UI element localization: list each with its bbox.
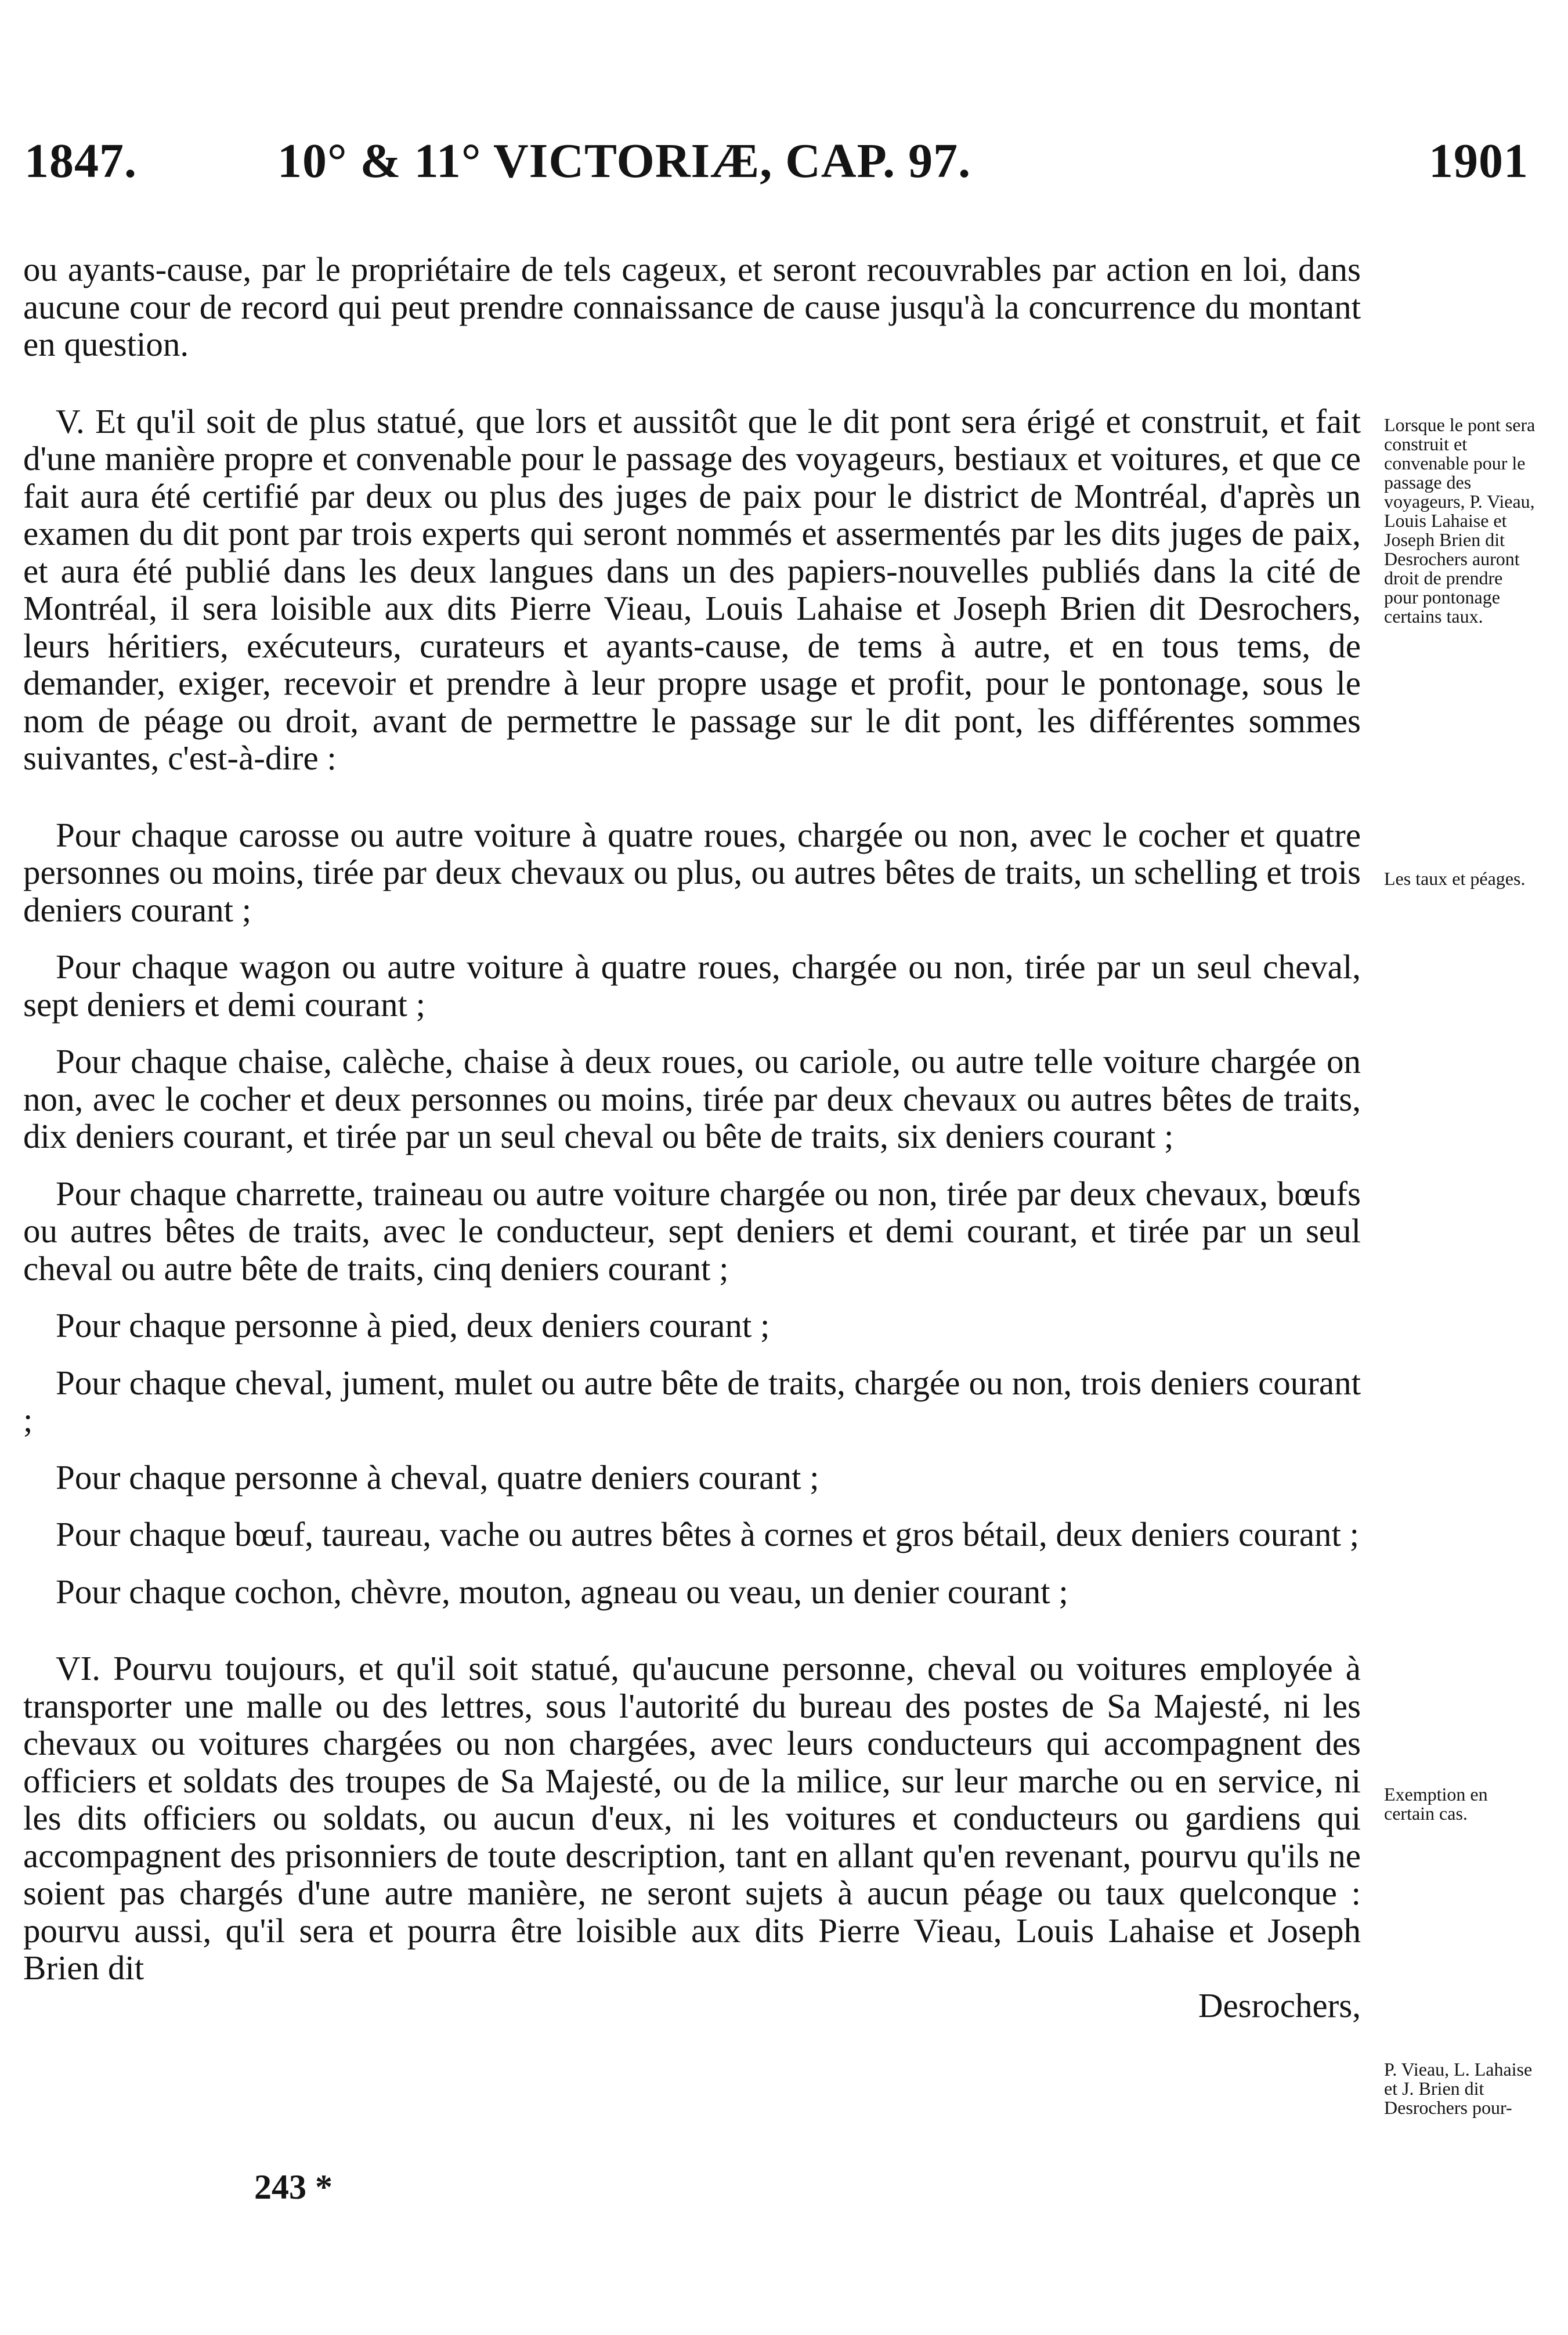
margin-note-tolls: Les taux et péages. [1384,868,1526,889]
toll-item: Pour chaque personne à pied, deux deniers courant ; [56,1306,770,1344]
section-6 [23,1650,1361,1987]
toll-item: Pour chaque cochon, chèvre, mouton, agneau ou veau, un denier courant ; [56,1572,1068,1611]
continuation-paragraph: ou ayants-cause, par le propriétaire de tels cageux, et seront recouvrables par action en loi, dans aucune cour de record qui peut prendre connaissance de cause jusqu'à la concurrence du montant en question. [23,250,1361,363]
header-title: 10° & 11° VICTORIÆ, CAP. 97. [277,134,971,188]
toll-item: Pour chaque wagon ou autre voiture à quatre roues, chargée ou non, tirée par un seul cheval, sept deniers et demi courant ; [23,948,1361,1024]
section-5 [23,403,1361,777]
margin-note-exemption: Exemption en certain cas. [1384,1784,1488,1824]
section-6-label: VI. [56,1649,101,1687]
page-number: 1901 [1429,134,1529,188]
signature-mark: 243 * [254,2168,333,2206]
section-6-last-line: Desrochers, [1198,1986,1361,2025]
toll-item: Pour chaque carosse ou autre voiture à quatre roues, chargée ou non, avec le cocher et quatre personnes ou moins, tirée par deux chevaux ou plus, ou autres bêtes de traits, un schelling et trois deniers courant ; [23,815,1361,929]
running-header [0,132,1568,196]
section-5-label: V. [56,402,85,440]
header-year: 1847. [24,134,137,188]
toll-item: Pour chaque cheval, jument, mulet ou autre bête de traits, chargée ou non, trois deniers courant ; [23,1363,1361,1439]
toll-item: Pour chaque charrette, traineau ou autre voiture chargée ou non, tirée par deux chevaux, bœufs ou autres bêtes de traits, avec le conducteur, sept deniers et demi courant, et tirée par un seul cheval ou autre bête de traits, cinq deniers courant ; [23,1174,1361,1288]
toll-item: Pour chaque bœuf, taureau, vache ou autres bêtes à cornes et gros bétail, deux deniers courant ; [56,1515,1360,1553]
margin-note-tolls-right: Lorsque le pont sera construit et convenable pour le passage des voyageurs, P. Vieau, Louis Lahaise et Joseph Brien dit Desrochers auront droit de prendre pour pontonage certains taux. [1384,414,1536,627]
margin-note-proprietors: P. Vieau, L. Lahaise et J. Brien dit Desrochers pour- [1384,2059,1533,2118]
toll-item: Pour chaque chaise, calèche, chaise à deux roues, ou cariole, ou autre telle voiture chargée on non, avec le cocher et deux personnes ou moins, tirée par deux chevaux ou autres bêtes de traits, dix deniers courant, et tirée par un seul cheval ou bête de traits, six deniers courant ; [23,1042,1361,1155]
toll-item: Pour chaque personne à cheval, quatre deniers courant ; [56,1458,819,1497]
section-6-text: Pourvu toujours, et qu'il soit statué, qu'aucune personne, cheval ou voitures employée à transporter une malle ou des lettres, sous l'autorité du bureau des postes de Sa Majesté, ni les chevaux ou voitures chargées ou non chargées, avec leurs conducteurs qui accompagnent des officiers et soldats des troupes de Sa Majesté, ou de la milice, sur leur marche ou en service, ni les dits officiers ou soldats, ou aucun d'eux, ni les voitures et conducteurs ou gardiens qui accompagnent des prisonniers de toute description, tant en allant qu'en revenant, pourvu qu'ils ne soient pas chargés d'une autre manière, ne seront sujets à aucun péage ou taux quelconque : pourvu aussi, qu'il sera et pourra être loisible aux dits Pierre Vieau, Louis Lahaise et Joseph Brien dit [23,1649,1361,1987]
main-text [23,251,1361,2024]
section-5-text: Et qu'il soit de plus statué, que lors et aussitôt que le dit pont sera érigé et construit, et fait d'une manière propre et convenable pour le passage des voyageurs, bestiaux et voitures, et que ce fait aura été certifié par deux ou plus des juges de paix pour le district de Montréal, d'après un examen du dit pont par trois experts qui seront nommés et assermentés par les dits juges de paix, et aura été publié dans les deux langues dans un des papiers-nouvelles publiés dans la cité de Montréal, il sera loisible aux dits Pierre Vieau, Louis Lahaise et Joseph Brien dit Desrochers, leurs héritiers, exécuteurs, curateurs et ayants-cause, de tems à autre, et en tous tems, de demander, exiger, recevoir et prendre à leur propre usage et profit, pour le pontonage, sous le nom de péage ou droit, avant de permettre le passage sur le dit pont, les différentes sommes suivantes, c'est-à-dire : [23,402,1361,777]
